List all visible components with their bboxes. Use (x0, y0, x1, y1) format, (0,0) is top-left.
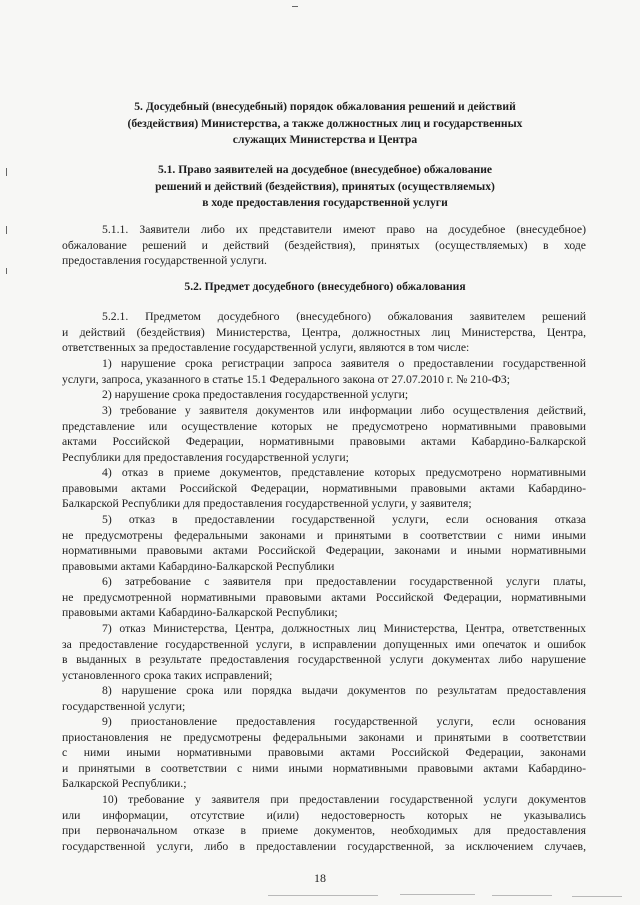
list-item-7 (62, 621, 586, 683)
scan-mark (292, 6, 298, 7)
list-item-1 (62, 356, 586, 387)
text-line: и действий (бездействия) Министерства, Центра, должностных лиц Министерства, Центра, (62, 325, 586, 339)
heading-line: в ходе предоставления государственной услуги (202, 196, 448, 209)
heading-line: 5.1. Право заявителей на досудебное (внесудебное) обжалование (157, 163, 493, 176)
text-line: актами Российской Федерации, нормативными правовыми актами Кабардино-Балкарской (62, 435, 586, 449)
text-line: государственной услуги, либо в предоставлении государственной, за исключением случаев, (62, 839, 586, 853)
scan-mark (268, 895, 378, 896)
text-line: 2) нарушение срока предоставления государственной услуги; (102, 388, 409, 401)
text-line: обжалование решений и действий (бездействия), принятых (осуществляемых) в ходе (62, 238, 586, 252)
text-line: правовыми актами Российской Федерации, нормативными правовыми актами Кабардино- (62, 481, 586, 495)
page-number: 18 (314, 871, 326, 885)
heading-line: служащих Министерства и Центра (232, 133, 418, 146)
text-line: при первоначальном отказе в приеме документов, необходимых для предоставления (62, 824, 586, 838)
text-line: 4) отказ в приеме документов, представление которых предусмотрено нормативными (102, 466, 586, 479)
scan-mark (6, 168, 7, 176)
text-line: 10) требование у заявителя при предоставлении государственной услуги документов (102, 793, 586, 806)
text-line: 5) отказ в предоставлении государственной услуги, если основания отказа (102, 513, 586, 526)
text-line: 8) нарушение срока или порядка выдачи документов по результатам предоставления (102, 684, 586, 697)
text-line: и принятыми в соответствии с ними иными нормативными правовыми актами Кабардино- (62, 761, 586, 775)
scan-mark (492, 895, 552, 896)
text-line: в выданных в результате предоставления государственной услуги документах либо нарушение (62, 653, 586, 667)
text-line: Балкарской Республики для предоставления государственной услуги, у заявителя; (62, 497, 472, 511)
text-line: 6) затребование с заявителя при предоставлении государственной услуги платы, (102, 575, 586, 588)
text-line: государственной услуги; (62, 699, 186, 713)
text-line: или информации, отсутствие и(или) недостоверность которых не указывались (62, 808, 586, 822)
scan-mark (6, 268, 7, 274)
text-line: предоставления государственной услуги. (62, 254, 267, 268)
text-line: приостановления не предусмотрены федеральными законами и принятыми в соответствии (62, 730, 586, 744)
section-5-1-heading (60, 162, 590, 212)
heading-line: 5.2. Предмет досудебного (внесудебного) обжалования (184, 280, 466, 293)
heading-line: (бездействия) Министерства, а также должностных лиц и государственных (127, 116, 523, 130)
text-line: не предусмотренной нормативными правовыми актами Российской Федерации, нормативными (62, 590, 586, 604)
list-item-2 (62, 387, 586, 403)
text-line: с ними иными нормативными правовыми актами Российской Федерации, законами (62, 746, 586, 760)
text-line: 3) требование у заявителя документов или информации либо осуществления действий, (102, 404, 586, 417)
text-line: правовыми актами Кабардино-Балкарской Республики; (62, 606, 338, 620)
section-5-heading (60, 99, 590, 149)
text-line: не предусмотрены федеральными законами и принятыми в соответствии с ними иными (62, 528, 586, 542)
text-line: ответственных за предоставление государственной услуги, являются в том числе: (62, 341, 470, 355)
paragraph-5-2-1 (62, 309, 586, 356)
text-line: 1) нарушение срока регистрации запроса заявителя о предоставлении государственной (102, 357, 586, 370)
text-line: услуги, запроса, указанного в статье 15.1 Федерального закона от 27.07.2010 г. № 210-ФЗ; (62, 372, 511, 386)
text-line: правовыми актами Кабардино-Балкарской Республики (62, 559, 335, 573)
text-line: 5.2.1. Предметом досудебного (внесудебного) обжалования заявителем решений (102, 310, 586, 323)
text-line: 9) приостановление предоставления государственной услуги, если основания (102, 715, 586, 728)
heading-line: 5. Досудебный (внесудебный) порядок обжалования решений и действий (134, 100, 516, 113)
list-item-8 (62, 683, 586, 714)
scan-mark (6, 226, 7, 234)
text-line: Балкарской Республики.; (62, 777, 187, 791)
scan-mark (572, 896, 622, 897)
text-line: 7) отказ Министерства, Центра, должностных лиц Министерства, Центра, ответственных (102, 622, 586, 635)
text-line: 5.1.1. Заявители либо их представители имеют право на досудебное (внесудебное) (102, 223, 586, 236)
paragraph-5-1-1 (62, 222, 586, 269)
scan-mark (400, 894, 475, 895)
text-line: нормативными правовыми актами Российской Федерации, законами и иными нормативными (62, 544, 586, 558)
list-item-9 (62, 714, 586, 792)
list-item-10 (62, 792, 586, 854)
list-item-6 (62, 574, 586, 621)
list-item-5 (62, 512, 586, 574)
list-item-4 (62, 465, 586, 512)
text-line: представление или осуществление которых не предусмотрено нормативными правовыми (62, 419, 586, 433)
section-5-2-heading (60, 279, 590, 296)
list-item-3 (62, 403, 586, 465)
heading-line: решений и действий (бездействия), принятых (осуществляемых) (155, 179, 495, 193)
text-line: установленного срока таких исправлений; (62, 668, 273, 682)
text-line: Республики для предоставления государственной услуги; (62, 450, 349, 464)
text-line: за предоставление государственной услуги, в исправлении допущенных ими опечаток и ошибок (62, 637, 586, 651)
